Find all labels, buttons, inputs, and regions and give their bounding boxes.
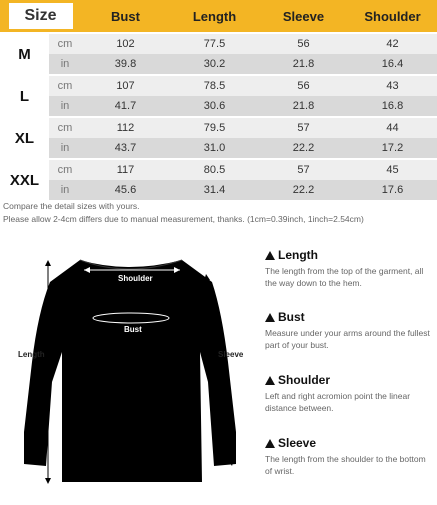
bust-title: Bust (278, 310, 305, 324)
triangle-icon (265, 439, 275, 448)
table-row (49, 160, 437, 180)
bust-value: 117 (116, 164, 135, 176)
unit-label: cm (57, 80, 73, 92)
sweater-shape (24, 260, 236, 482)
length-description (265, 248, 435, 289)
column-header-shoulder: Shoulder (364, 8, 421, 24)
sweater-illustration (0, 232, 260, 500)
triangle-icon (265, 313, 275, 322)
size-group-m (0, 32, 437, 74)
unit-label: cm (57, 164, 73, 176)
shoulder-title: Shoulder (278, 373, 331, 387)
sleeve-description (265, 436, 435, 477)
length-value: 77.5 (203, 38, 226, 50)
shoulder-value: 17.2 (381, 142, 404, 154)
shoulder-value: 42 (386, 38, 399, 50)
shoulder-description (265, 373, 435, 414)
triangle-icon (265, 251, 275, 260)
table-row (49, 118, 437, 138)
bust-value: 39.8 (114, 58, 137, 70)
shoulder-value: 16.8 (381, 100, 404, 112)
shoulder-value: 45 (386, 164, 399, 176)
sleeve-value: 56 (297, 38, 310, 50)
size-group-xxl (0, 158, 437, 200)
sleeve-label: Sleeve (218, 350, 244, 359)
column-header-bust: Bust (111, 8, 140, 24)
sleeve-value: 57 (297, 122, 310, 134)
length-value: 31.4 (203, 184, 226, 196)
table-row (49, 76, 437, 96)
garment-diagram (0, 232, 260, 500)
unit-label: in (60, 184, 70, 196)
bust-value: 41.7 (114, 100, 137, 112)
size-table-header (0, 0, 437, 32)
sleeve-value: 21.8 (292, 58, 315, 70)
table-row (49, 34, 437, 54)
length-label: Length (18, 350, 45, 359)
length-value: 80.5 (203, 164, 226, 176)
length-text: The length from the top of the garment, all the way down to the hem. (265, 266, 424, 288)
length-value: 79.5 (203, 122, 226, 134)
bust-value: 45.6 (114, 184, 137, 196)
unit-label: cm (57, 122, 73, 134)
triangle-icon (265, 376, 275, 385)
bust-description (265, 310, 435, 351)
shoulder-value: 43 (386, 80, 399, 92)
table-row (49, 96, 437, 116)
length-value: 78.5 (203, 80, 226, 92)
bust-label: Bust (124, 325, 142, 334)
compare-note: Compare the detail sizes with yours. (3, 201, 140, 211)
bust-value: 102 (116, 38, 135, 50)
table-row (49, 138, 437, 158)
length-value: 30.2 (203, 58, 226, 70)
shoulder-value: 44 (386, 122, 399, 134)
sleeve-value: 22.2 (292, 142, 315, 154)
sleeve-value: 57 (297, 164, 310, 176)
shoulder-value: 17.6 (381, 184, 404, 196)
shoulder-text: Left and right acromion point the linear distance between. (265, 391, 411, 413)
size-label: XXL (0, 160, 49, 200)
unit-label: in (60, 100, 70, 112)
column-header-length: Length (192, 8, 237, 24)
size-label: XL (0, 118, 49, 158)
unit-label: in (60, 58, 70, 70)
unit-label: cm (57, 38, 73, 50)
bust-value: 107 (116, 80, 135, 92)
size-column-header: Size (9, 3, 73, 29)
sleeve-text: The length from the shoulder to the bottom of wrist. (265, 454, 426, 476)
size-label: M (0, 34, 49, 74)
length-title: Length (278, 248, 318, 262)
size-group-l (0, 74, 437, 116)
length-value: 30.6 (203, 100, 226, 112)
table-row (49, 180, 437, 200)
size-group-xl (0, 116, 437, 158)
sleeve-value: 21.8 (292, 100, 315, 112)
sleeve-value: 56 (297, 80, 310, 92)
allowance-note: Please allow 2-4cm differs due to manual measurement, thanks. (1cm=0.39inch, 1inch=2.54cm) (3, 214, 364, 224)
shoulder-value: 16.4 (381, 58, 404, 70)
length-value: 31.0 (203, 142, 226, 154)
sleeve-title: Sleeve (278, 436, 317, 450)
bust-value: 112 (116, 122, 135, 134)
size-table (0, 0, 437, 200)
table-row (49, 54, 437, 74)
column-header-sleeve: Sleeve (282, 8, 325, 24)
shoulder-label: Shoulder (118, 274, 153, 283)
sleeve-value: 22.2 (292, 184, 315, 196)
size-label: L (0, 76, 49, 116)
unit-label: in (60, 142, 70, 154)
bust-value: 43.7 (114, 142, 137, 154)
bust-text: Measure under your arms around the fullest part of your bust. (265, 328, 430, 350)
